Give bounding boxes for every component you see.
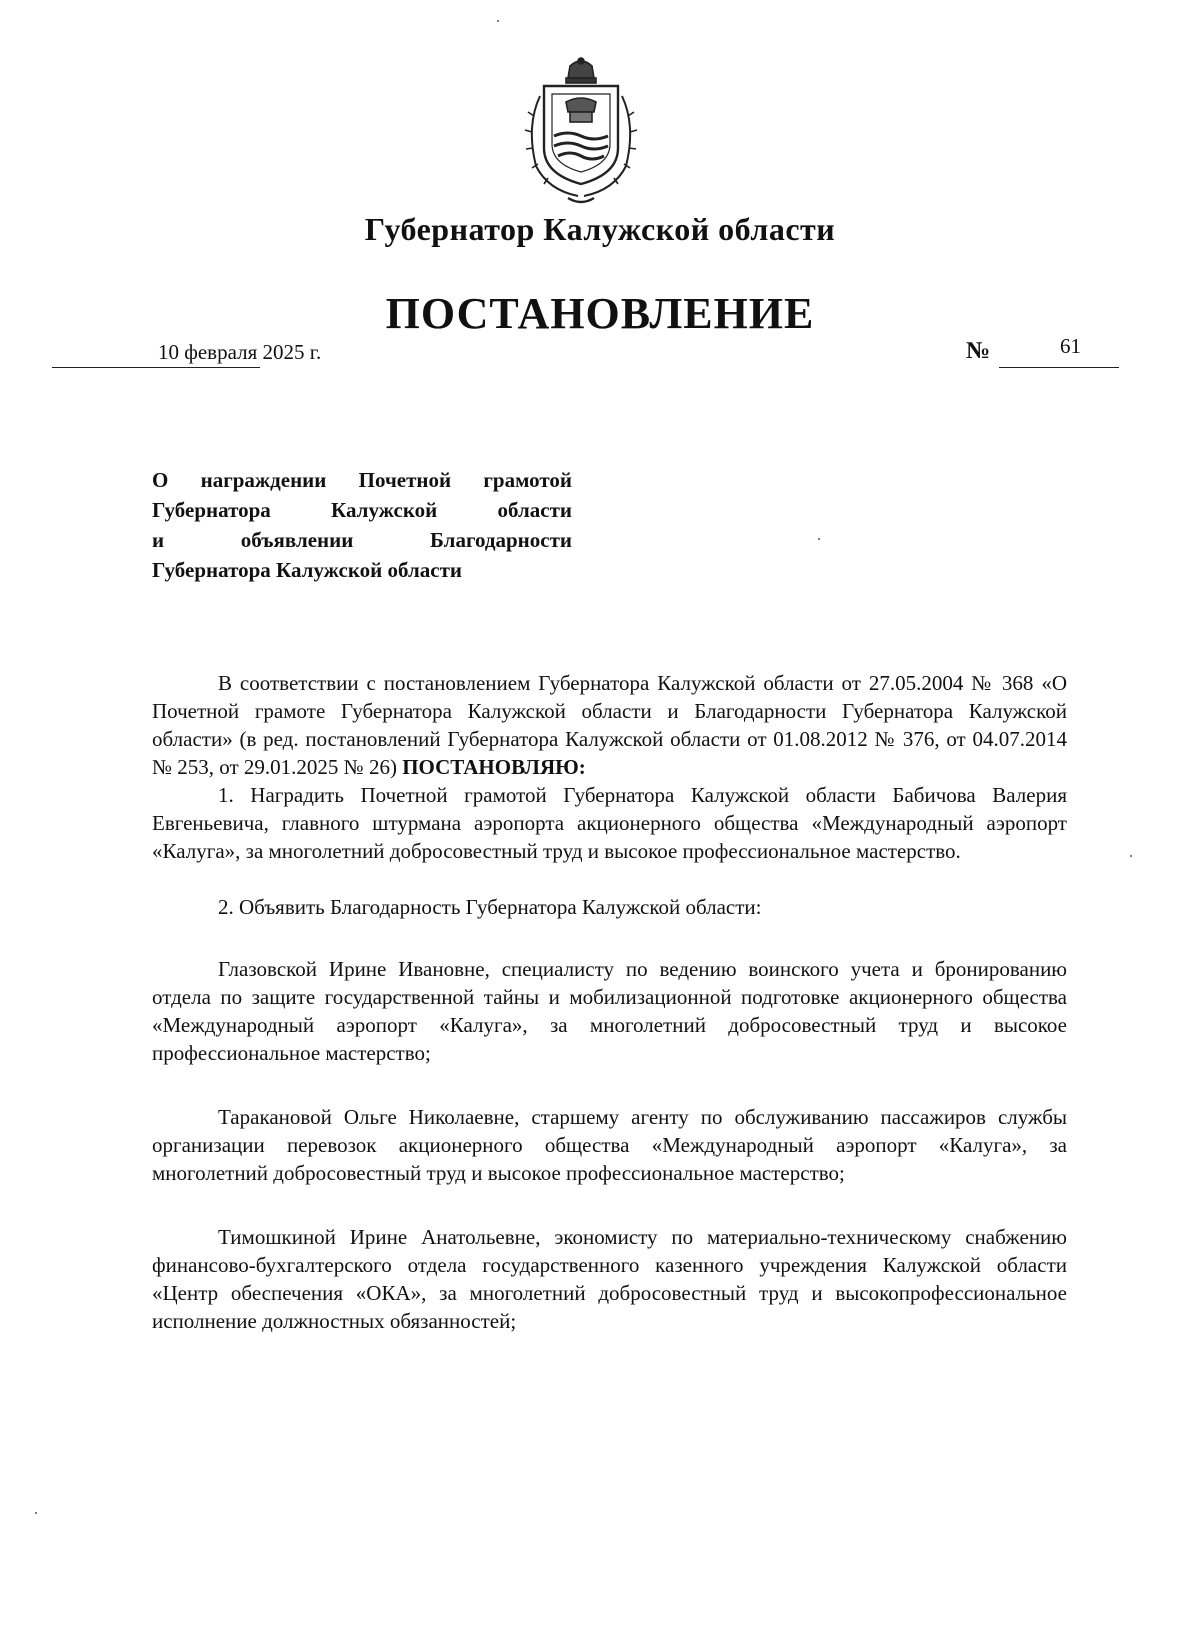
document-number: 61 [1060, 334, 1081, 358]
item-2-paragraph: 2. Объявить Благодарность Губернатора Калужской области: [218, 895, 762, 919]
number-underline [999, 367, 1119, 368]
coat-of-arms-emblem [522, 56, 640, 206]
subject-line: Губернатора Калужской области [152, 498, 572, 522]
subject-line: О награждении Почетной грамотой [152, 468, 572, 492]
scan-speck [818, 538, 820, 540]
awardee-paragraph: Таракановой Ольге Николаевне, старшему агенту по обслуживанию пассажиров службы организации перевозок акционерного общества «Международный аэропорт «Калуга», за многолетний добросовестный труд и высокое профессиональное мастерство; [152, 1105, 1067, 1185]
preamble-text: В соответствии с постановлением Губернатора Калужской области от 27.05.2004 № 368 «О Почетной грамоте Губернатора Калужской области и Благодарности Губернатора Калужской области» (в ред. постановлений Губернатора Калужской области от 01.08.2012 № 376, от 04.07.2014 № 253, от 29.01.2025 № 26) [152, 671, 1067, 779]
item-1-paragraph: 1. Наградить Почетной грамотой Губернатора Калужской области Бабичова Валерия Евгеньевича, главного штурмана аэропорта акционерного общества «Международный аэропорт «Калуга», за многолетний добросовестный труд и высокое профессиональное мастерство. [152, 783, 1067, 863]
date-underline [52, 367, 260, 368]
document-type-title: ПОСТАНОВЛЕНИЕ [385, 289, 815, 338]
scan-speck [35, 1512, 37, 1514]
issuing-authority: Губернатор Калужской области [364, 211, 836, 247]
decree-word: ПОСТАНОВЛЯЮ: [402, 755, 586, 779]
awardee-paragraph: Тимошкиной Ирине Анатольевне, экономисту по материально-техническому снабжению финансово-бухгалтерского отдела государственного казенного учреждения Калужской области «Центр обеспечения «ОКА», за многолетний добросовестный труд и высокопрофессиональное исполнение должностных обязанностей; [152, 1225, 1067, 1333]
awardee-paragraph: Глазовской Ирине Ивановне, специалисту по ведению воинского учета и бронированию отдела по защите государственной тайны и мобилизационной подготовке акционерного общества «Международный аэропорт «Калуга», за многолетний добросовестный труд и высокое профессиональное мастерство; [152, 957, 1067, 1065]
document-body [152, 669, 1067, 1335]
subject-line: Губернатора Калужской области [152, 558, 463, 582]
scan-speck [497, 20, 499, 22]
preamble-paragraph [152, 669, 1067, 781]
document-subject [152, 465, 572, 585]
number-sign: № [966, 338, 991, 364]
document-date: 10 февраля 2025 г. [158, 340, 322, 364]
subject-line: и объявлении Благодарности [152, 528, 572, 552]
scan-speck [1130, 855, 1132, 857]
